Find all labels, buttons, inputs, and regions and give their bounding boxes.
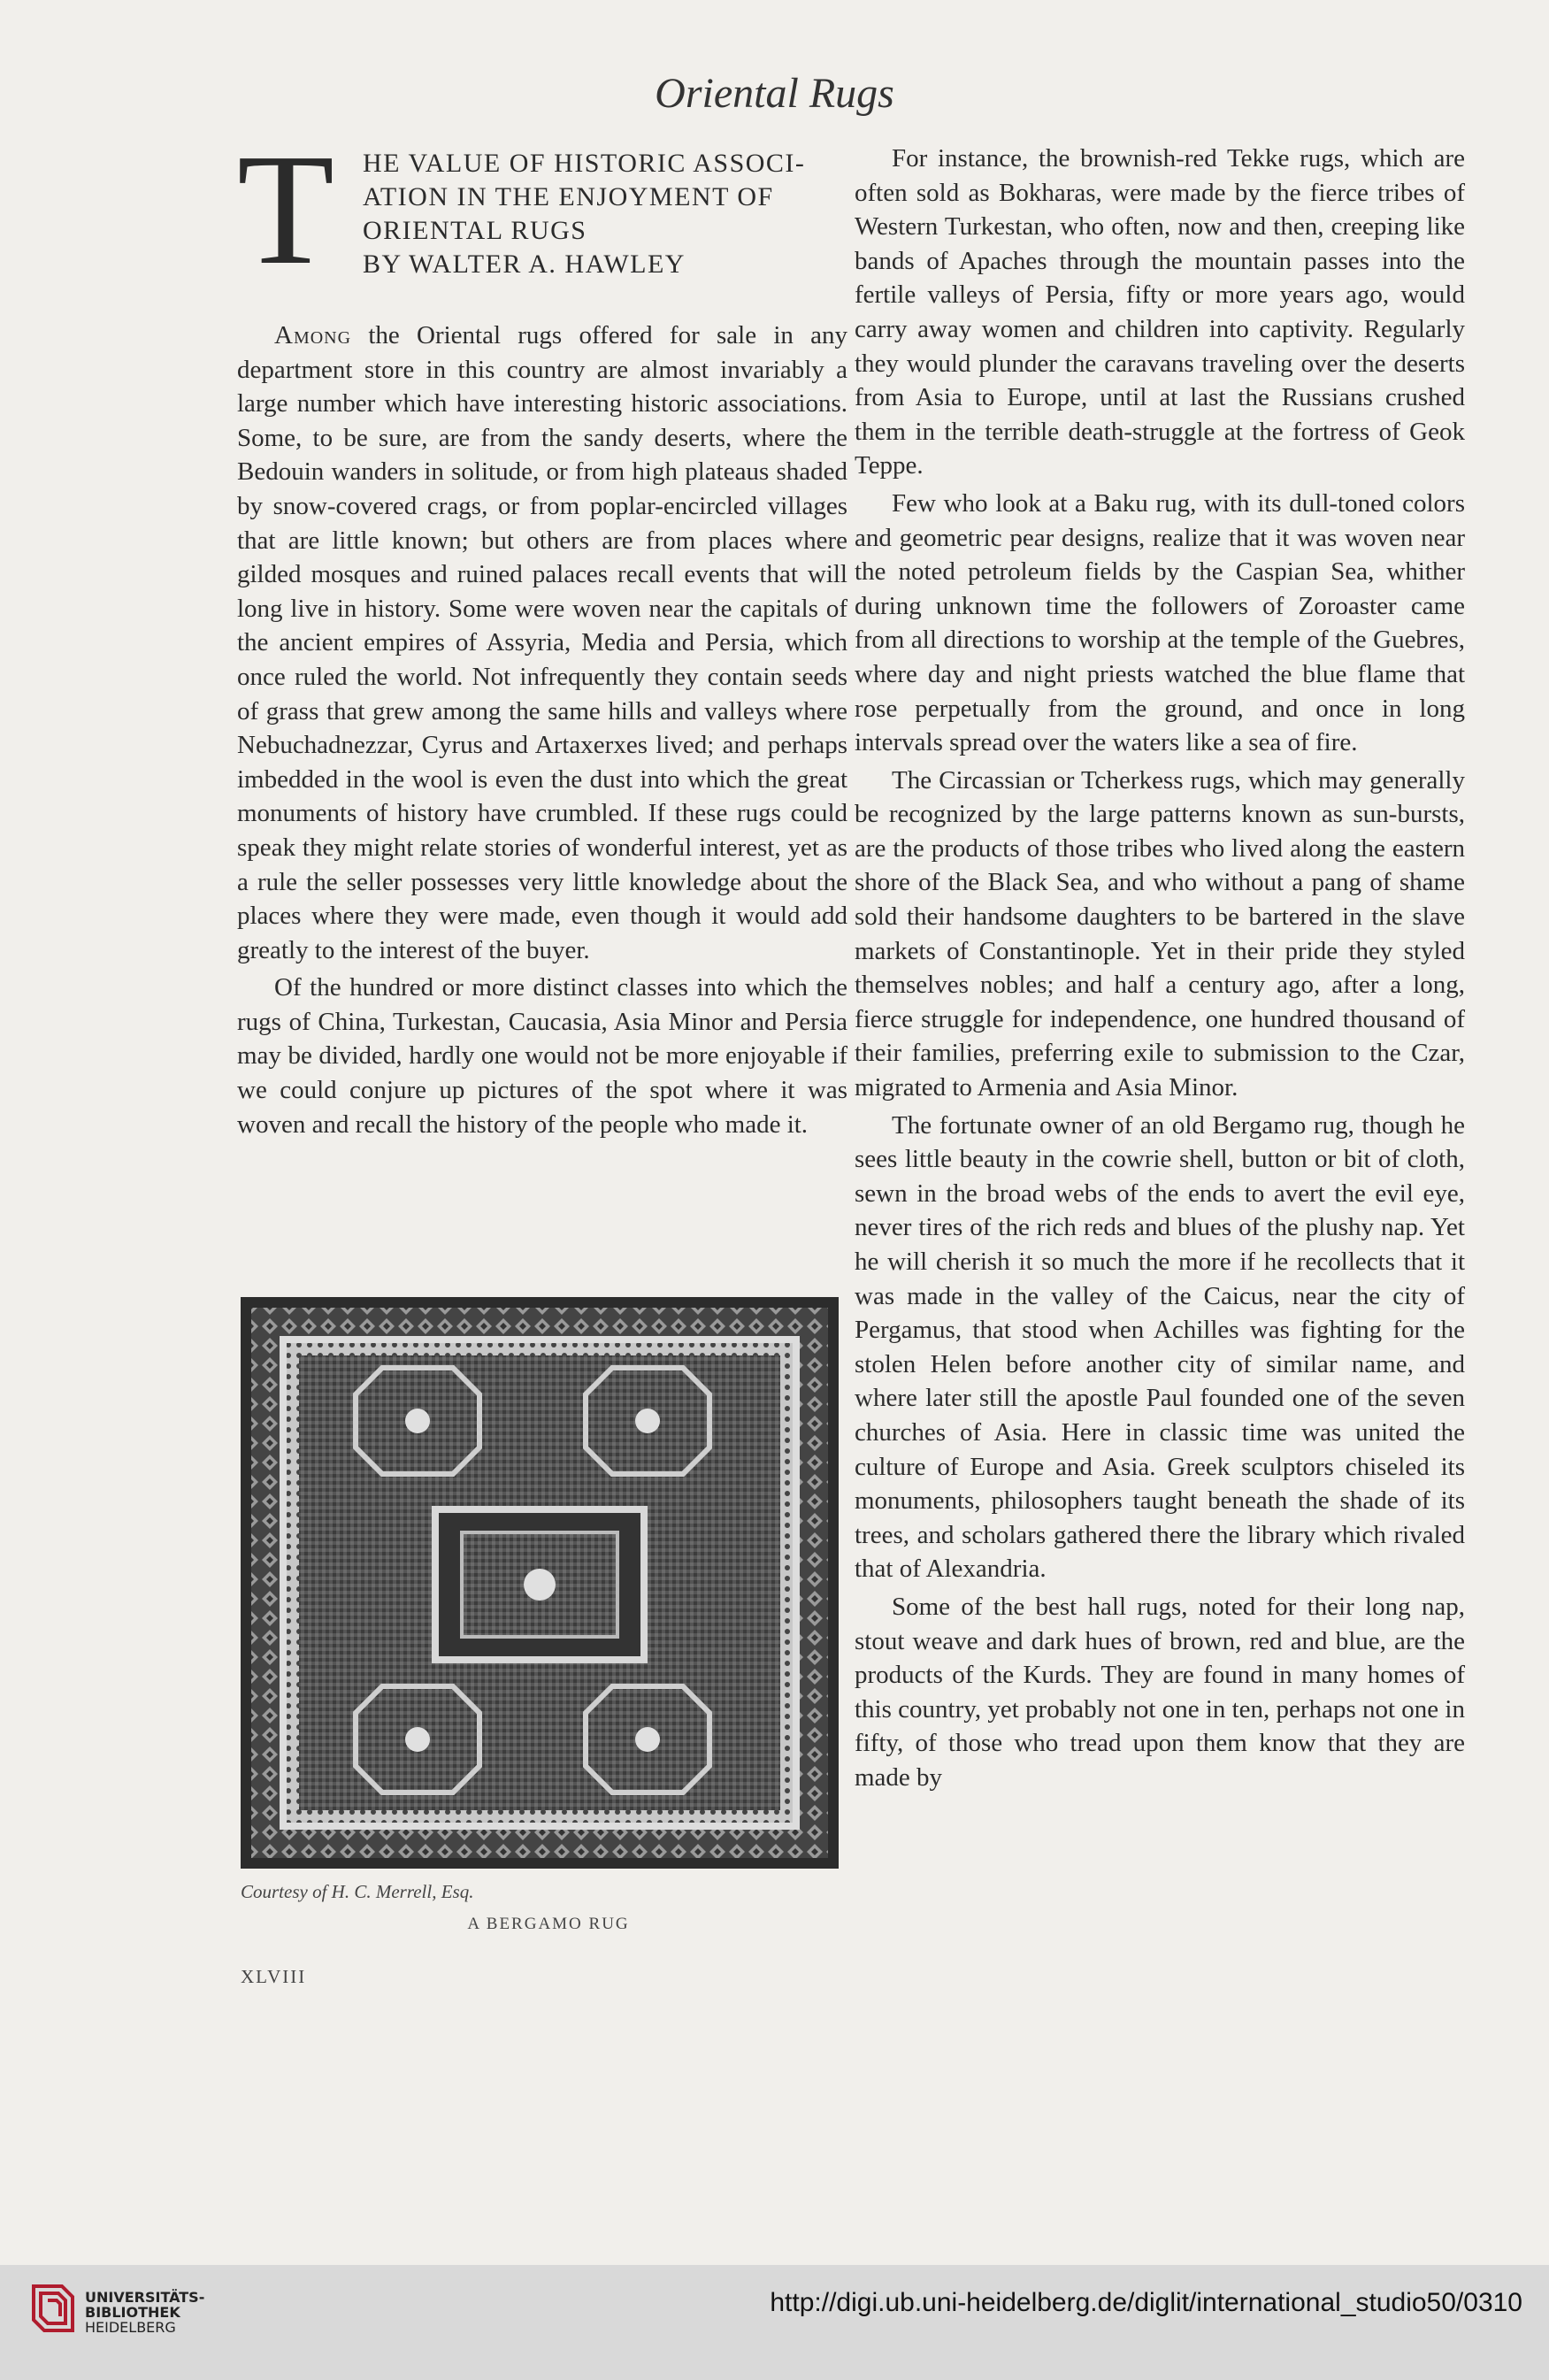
drop-cap: T <box>237 121 334 297</box>
lead-word: Among <box>274 321 352 349</box>
headline-line: ORIENTAL RUGS <box>363 216 587 245</box>
headline-line: ATION IN THE ENJOYMENT OF <box>363 182 774 211</box>
figure-credit: Courtesy of H. C. Merrell, Esq. <box>241 1881 474 1902</box>
paragraph: The fortunate owner of an old Bergamo rug, though he sees little beauty in the cowrie shell, button or bit of cloth, sewn in the broad webs of the ends to avert the evil eye, never tires of the rich reds and blues of the plushy nap. Yet he will cherish it so much the more if he recollects that it was made in the valley of the Caicus, near the city of Pergamus, that stood when Achilles was fighting for the stolen Helen before another city of similar name, and where later still the apostle Paul founded one of the seven churches of Asia. Here in classic time was united the culture of Europe and Asia. Greek sculptors chiseled its monuments, philosophers taught beneath the shade of its trees, and scholars gathered there the library which rivaled that of Alexandria. <box>855 1110 1465 1584</box>
headline-byline: BY WALTER A. HAWLEY <box>363 250 686 279</box>
figure-caption: A BERGAMO RUG <box>467 1915 630 1933</box>
paragraph: The Circassian or Tcherkess rugs, which may generally be recognized by the large patterns known as sun-bursts, are the products of those tribes who lived along the eastern shore of the Black Sea, and who without a pang of shame sold their handsome daughters to be bartered in the slave markets of Constantinople. Yet in their pride they styled themselves nobles; and half a century ago, after a long, fierce struggle for independence, one hundred thousand of their families, preferring exile to submission to the Czar, migrated to Armenia and Asia Minor. <box>855 765 1465 1102</box>
library-logo-icon <box>27 2277 80 2339</box>
paragraph: For instance, the brownish-red Tekke rugs, which are often sold as Bokharas, were made by the fierce tribes of Western Turkestan, who often, now and then, creeping like bands of Apaches through the mountain passes into the fertile valleys of Persia, fifty or more years ago, would carry away women and children into captivity. Regularly they would plunder the caravans traveling over the deserts from Asia to Europe, until at last the Russians crushed them in the terrible death-struggle at the fortress of Geok Teppe. <box>855 144 1465 480</box>
right-column <box>855 142 1465 1795</box>
headline-line: HE VALUE OF HISTORIC ASSOCI- <box>363 149 806 178</box>
paragraph: Some of the best hall rugs, noted for their long nap, stout weave and dark hues of brown, red and blue, are the products of the Kurds. They are found in many homes of this country, yet probably not one in ten, perhaps not one in fifty, of those who tread upon them know that they are made by <box>855 1592 1465 1792</box>
paragraph: Few who look at a Baku rug, with its dull-toned colors and geometric pear designs, realize that it was woven near the noted petroleum fields by the Caspian Sea, whither during unknown time the followers of Zoroaster came from all directions to worship at the temple of the Guebres, where day and night priests watched the blue flame that rose perpetually from the ground, and once in long intervals spread over the waters like a sea of fire. <box>855 488 1465 757</box>
footer-bar <box>0 2265 1549 2380</box>
library-line: BIBLIOTHEK <box>85 2304 180 2321</box>
headline <box>363 147 858 281</box>
paragraph-text: the Oriental rugs offered for sale in any department store in this country are almost invariably a large number which have interesting historic associations. Some, to be sure, are from the sandy deserts, where the Bedouin wanders in solitude, or from high plateaus shaded by snow-covered crags, or from poplar-encircled villages that are little known; but others are from places where gilded mosques and ruined palaces recall events that will long live in history. Some were woven near the capitals of the ancient empires of Assyria, Media and Persia, which once ruled the world. Not infrequently they contain seeds of grass that grew among the same hills and valleys where Nebuchadnezzar, Cyrus and Artaxerxes lived; and perhaps imbedded in the wool is even the dust into which the great monuments of history have crumbled. If these rugs could speak they might relate stories of wonderful interest, yet as a rule the seller possesses very little knowledge about the places where they were made, even though it would add greatly to the interest of the buyer. <box>237 321 847 964</box>
left-column <box>237 121 847 1141</box>
rug-photo <box>241 1297 839 1869</box>
paragraph: Of the hundred or more distinct classes into which the rugs of China, Turkestan, Caucasia, Asia Minor and Persia may be divided, hardly one would not be more enjoyable if we could conjure up pictures of the spot where it was woven and recall the history of the people who made it. <box>237 973 847 1139</box>
paragraph <box>237 319 847 967</box>
library-name <box>85 2290 204 2335</box>
article-heading <box>237 121 847 319</box>
library-line: UNIVERSITÄTS- <box>85 2289 205 2306</box>
page-title: Oriental Rugs <box>655 70 894 117</box>
bergamo-rug-photo <box>241 1297 839 1869</box>
page-number: XLVIII <box>241 1966 307 1987</box>
source-url-link[interactable]: http://digi.ub.uni-heidelberg.de/diglit/international_studio50/0310 <box>770 2288 1522 2317</box>
library-line: HEIDELBERG <box>85 2319 176 2336</box>
